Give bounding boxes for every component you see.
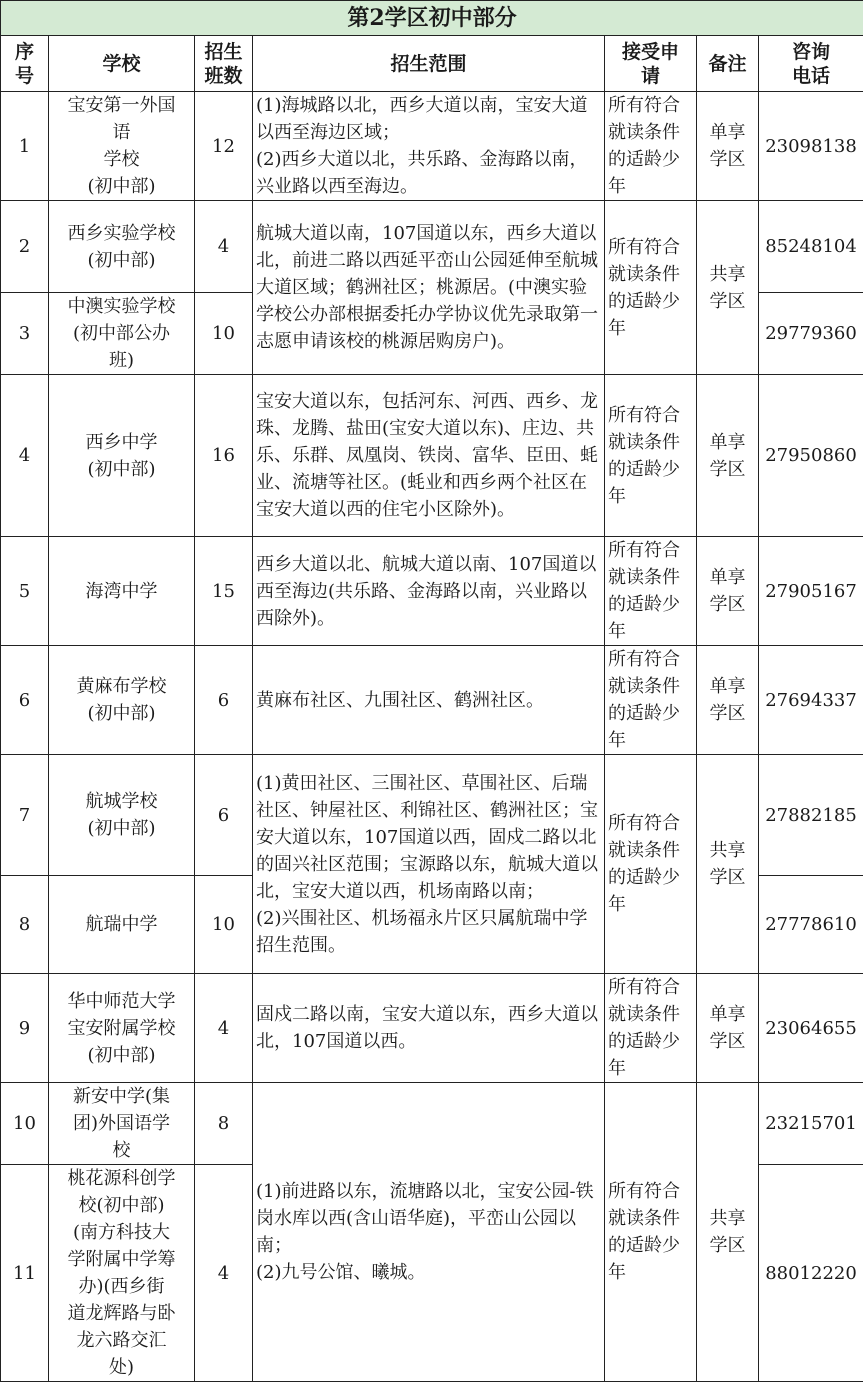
table-row bbox=[1, 537, 863, 646]
cell-phone: 27950860 bbox=[759, 375, 863, 537]
cell-school: 黄麻布学校 (初中部) bbox=[49, 646, 195, 755]
cell-phone: 27778610 bbox=[759, 876, 863, 974]
table-row bbox=[1, 646, 863, 755]
header-index: 序 号 bbox=[1, 36, 49, 92]
cell-classes: 10 bbox=[195, 876, 253, 974]
cell-index: 5 bbox=[1, 537, 49, 646]
table-row bbox=[1, 1083, 863, 1165]
cell-accept: 所有符合就读条件的适龄少年 bbox=[605, 755, 697, 974]
table-row bbox=[1, 92, 863, 201]
cell-accept: 所有符合就读条件的适龄少年 bbox=[605, 537, 697, 646]
cell-phone: 23098138 bbox=[759, 92, 863, 201]
cell-classes: 4 bbox=[195, 201, 253, 293]
cell-scope: (1)黄田社区、三围社区、草围社区、后瑞社区、钟屋社区、利锦社区、鹤洲社区；宝安大道以东，107国道以西，固戍二路以北的固兴社区范围；宝源路以东，航城大道以北，宝安大道以西，机场南路以南； (2)兴围社区、机场福永片区只属航瑞中学招生范围。 bbox=[253, 755, 605, 974]
cell-note: 单享 学区 bbox=[697, 537, 759, 646]
cell-phone: 27882185 bbox=[759, 755, 863, 876]
cell-scope: 黄麻布社区、九围社区、鹤洲社区。 bbox=[253, 646, 605, 755]
header-school: 学校 bbox=[49, 36, 195, 92]
cell-accept: 所有符合就读条件的适龄少年 bbox=[605, 1083, 697, 1382]
cell-phone: 27694337 bbox=[759, 646, 863, 755]
cell-phone: 88012220 bbox=[759, 1165, 863, 1382]
header-accept: 接受申 请 bbox=[605, 36, 697, 92]
cell-school: 中澳实验学校 (初中部公办 班) bbox=[49, 293, 195, 375]
cell-classes: 15 bbox=[195, 537, 253, 646]
cell-note: 单享 学区 bbox=[697, 646, 759, 755]
header-phone: 咨询 电话 bbox=[759, 36, 863, 92]
cell-classes: 10 bbox=[195, 293, 253, 375]
cell-school: 新安中学(集 团)外国语学 校 bbox=[49, 1083, 195, 1165]
cell-classes: 4 bbox=[195, 1165, 253, 1382]
header-note: 备注 bbox=[697, 36, 759, 92]
cell-classes: 6 bbox=[195, 755, 253, 876]
cell-scope: (1)海城路以北，西乡大道以南，宝安大道以西至海边区域； (2)西乡大道以北，共乐路、金海路以南，兴业路以西至海边。 bbox=[253, 92, 605, 201]
cell-note: 共享 学区 bbox=[697, 201, 759, 375]
header-scope: 招生范围 bbox=[253, 36, 605, 92]
cell-school: 西乡中学 (初中部) bbox=[49, 375, 195, 537]
cell-accept: 所有符合就读条件的适龄少年 bbox=[605, 974, 697, 1083]
cell-classes: 8 bbox=[195, 1083, 253, 1165]
cell-accept: 所有符合就读条件的适龄少年 bbox=[605, 375, 697, 537]
cell-school: 海湾中学 bbox=[49, 537, 195, 646]
cell-phone: 27905167 bbox=[759, 537, 863, 646]
cell-note: 单享 学区 bbox=[697, 375, 759, 537]
cell-accept: 所有符合就读条件的适龄少年 bbox=[605, 92, 697, 201]
cell-index: 10 bbox=[1, 1083, 49, 1165]
cell-scope: 宝安大道以东，包括河东、河西、西乡、龙珠、龙腾、盐田(宝安大道以东)、庄边、共乐、乐群、凤凰岗、铁岗、富华、臣田、蚝业、流塘等社区。(蚝业和西乡两个社区在宝安大道以西的住宅小区除外)。 bbox=[253, 375, 605, 537]
cell-index: 8 bbox=[1, 876, 49, 974]
table-row bbox=[1, 201, 863, 293]
cell-accept: 所有符合就读条件的适龄少年 bbox=[605, 201, 697, 375]
table-title: 第2学区初中部分 bbox=[1, 1, 863, 36]
cell-classes: 4 bbox=[195, 974, 253, 1083]
cell-scope: 西乡大道以北、航城大道以南、107国道以西至海边(共乐路、金海路以南，兴业路以西除外)。 bbox=[253, 537, 605, 646]
table-row bbox=[1, 755, 863, 876]
cell-index: 9 bbox=[1, 974, 49, 1083]
header-classes: 招生 班数 bbox=[195, 36, 253, 92]
cell-phone: 23215701 bbox=[759, 1083, 863, 1165]
cell-note: 共享 学区 bbox=[697, 1083, 759, 1382]
cell-index: 7 bbox=[1, 755, 49, 876]
cell-classes: 16 bbox=[195, 375, 253, 537]
cell-scope: (1)前进路以东，流塘路以北，宝安公园-铁岗水库以西(含山语华庭)，平峦山公园以南； (2)九号公馆、曦城。 bbox=[253, 1083, 605, 1382]
cell-school: 华中师范大学 宝安附属学校 (初中部) bbox=[49, 974, 195, 1083]
cell-classes: 6 bbox=[195, 646, 253, 755]
cell-phone: 23064655 bbox=[759, 974, 863, 1083]
cell-index: 4 bbox=[1, 375, 49, 537]
cell-school: 航城学校 (初中部) bbox=[49, 755, 195, 876]
table-row bbox=[1, 974, 863, 1083]
cell-phone: 29779360 bbox=[759, 293, 863, 375]
cell-index: 6 bbox=[1, 646, 49, 755]
table-row bbox=[1, 375, 863, 537]
cell-scope: 固戍二路以南，宝安大道以东，西乡大道以北，107国道以西。 bbox=[253, 974, 605, 1083]
cell-school: 航瑞中学 bbox=[49, 876, 195, 974]
cell-school: 西乡实验学校 (初中部) bbox=[49, 201, 195, 293]
cell-classes: 12 bbox=[195, 92, 253, 201]
cell-school: 桃花源科创学 校(初中部) (南方科技大 学附属中学筹 办)(西乡街 道龙辉路与卧 龙六路交汇 处) bbox=[49, 1165, 195, 1382]
cell-note: 单享 学区 bbox=[697, 92, 759, 201]
cell-note: 共享 学区 bbox=[697, 755, 759, 974]
cell-note: 单享 学区 bbox=[697, 974, 759, 1083]
cell-school: 宝安第一外国 语 学校 (初中部) bbox=[49, 92, 195, 201]
cell-index: 11 bbox=[1, 1165, 49, 1382]
header-row bbox=[1, 36, 863, 92]
cell-accept: 所有符合就读条件的适龄少年 bbox=[605, 646, 697, 755]
cell-scope: 航城大道以南，107国道以东，西乡大道以北，前进二路以西延平峦山公园延伸至航城大道区域；鹤洲社区；桃源居。(中澳实验学校公办部根据委托办学协议优先录取第一志愿申请该校的桃源居购房户)。 bbox=[253, 201, 605, 375]
cell-phone: 85248104 bbox=[759, 201, 863, 293]
cell-index: 3 bbox=[1, 293, 49, 375]
cell-index: 2 bbox=[1, 201, 49, 293]
cell-index: 1 bbox=[1, 92, 49, 201]
